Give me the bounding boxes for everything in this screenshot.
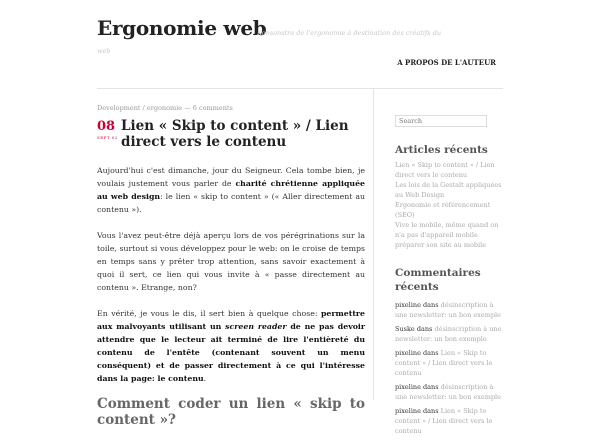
recent-posts-title: Articles récents bbox=[395, 144, 488, 156]
comment-item bbox=[395, 348, 503, 378]
p3-text-e: . bbox=[203, 374, 207, 383]
sidebar bbox=[395, 108, 503, 440]
recent-post-item[interactable]: Ergonomie et référencement (SEO) bbox=[395, 201, 491, 219]
site-description-line2: web bbox=[97, 47, 111, 55]
category-link-development[interactable]: Development bbox=[97, 104, 141, 112]
sidebar-divider bbox=[373, 89, 374, 400]
site-description-line1: Konsonstra de l'ergonomie à destination des créatifs du bbox=[257, 29, 442, 37]
comment-post-link[interactable]: désinscription à une newsletter: un bon exemple bbox=[395, 301, 501, 319]
post-title[interactable]: Lien « Skip to content » / Lien direct vers le contenu bbox=[121, 118, 349, 150]
comment-sep: dans bbox=[414, 325, 435, 333]
main-content bbox=[97, 104, 365, 428]
p3-text-d: de ne pas devoir attendre que le lecteur ait terminé de lire l'entièreté du contenu de l'entête (contenant souvent un menu conséquent) et de passer directement à ce qui l'intéresse dans la page: le contenu bbox=[97, 322, 365, 383]
recent-posts-list bbox=[395, 160, 503, 250]
p3-text-italic: screen reader bbox=[225, 322, 287, 331]
recent-post-item[interactable]: Vive le mobile, même quand on n'a pas d'appareil mobile préparer son site au mobile bbox=[395, 221, 499, 249]
p1-text-bold: charité chrétienne appliquée au web design bbox=[97, 179, 365, 201]
post-meta bbox=[97, 104, 365, 112]
recent-post-item[interactable]: Lien « Skip to content » / Lien direct vers le contenu bbox=[395, 161, 495, 179]
recent-comments-title: Commentaires récents bbox=[395, 267, 481, 293]
recent-post-item[interactable]: Les lois de la Gestalt appliquées au Web Design bbox=[395, 181, 502, 199]
post-date-month: SEPT 02 bbox=[97, 135, 118, 140]
comment-sep: dans bbox=[420, 383, 441, 391]
comment-post-link[interactable]: désinscription à une newsletter: un bon exemple bbox=[395, 383, 501, 401]
p1-text-c: : le lien « skip to content » (« Aller directement au contenu »). bbox=[97, 192, 365, 214]
site-description bbox=[97, 24, 447, 60]
comment-post-link[interactable]: désinscription à une newsletter: un bon exemple bbox=[395, 325, 502, 343]
comment-post-link[interactable]: Lien « Skip to content » / Lien direct vers le contenu bbox=[395, 407, 493, 435]
post-subheading: Comment coder un lien « skip to content »? bbox=[97, 396, 365, 428]
search-input[interactable] bbox=[395, 115, 487, 127]
p3-text-bold bbox=[97, 309, 365, 383]
nav-about-author[interactable]: A PROPOS DE L'AUTEUR bbox=[397, 58, 496, 67]
post-header bbox=[97, 120, 365, 156]
paragraph-1 bbox=[97, 164, 365, 216]
comment-item bbox=[395, 300, 503, 320]
comment-item bbox=[395, 382, 503, 402]
comments-count-link[interactable]: 6 comments bbox=[192, 104, 233, 112]
header-divider bbox=[97, 88, 503, 89]
comment-author: pixeline bbox=[395, 383, 421, 391]
paragraph-2: Vous l'avez peut-être déjà aperçu lors de vos pérégrinations sur la toile, surtout si vous développez pour le web: on le croise de temps en temps sans y prêter trop attention, sans savoir exactement à quoi il sert, ce lien qui vous invite à « passe directement au contenu ». Etrange, non? bbox=[97, 231, 365, 292]
meta-dash: — bbox=[184, 104, 191, 112]
p1-text-a: Aujourd'hui c'est dimanche, jour du Seigneur. Cela tombe bien, je voulais justement vous parler de bbox=[97, 166, 365, 188]
site-title[interactable]: Ergonomie web bbox=[97, 16, 267, 40]
comment-author: pixeline bbox=[395, 407, 421, 415]
comment-author: pixeline bbox=[395, 301, 421, 309]
comment-item bbox=[395, 324, 503, 344]
recent-comments-list bbox=[395, 300, 503, 436]
comment-author: Suske bbox=[395, 325, 415, 333]
comment-item bbox=[395, 406, 503, 436]
post-body bbox=[97, 164, 365, 428]
p3-text-b: permettre aux malvoyants utilisant un bbox=[97, 309, 365, 331]
comment-sep: dans bbox=[420, 407, 441, 415]
comment-author: pixeline bbox=[395, 349, 421, 357]
post-date-day: 08 bbox=[97, 119, 116, 134]
category-link-ergonomie[interactable]: ergonomie bbox=[146, 104, 183, 112]
meta-separator: / bbox=[142, 104, 145, 112]
p3-text-a: En vérité, je vous le dis, il sert bien à quelque chose: bbox=[97, 309, 321, 318]
paragraph-3 bbox=[97, 307, 365, 385]
comment-post-link[interactable]: Lien « Skip to content » / Lien direct vers le contenu bbox=[395, 349, 493, 377]
comment-sep: dans bbox=[420, 301, 441, 309]
comment-sep: dans bbox=[420, 349, 441, 357]
